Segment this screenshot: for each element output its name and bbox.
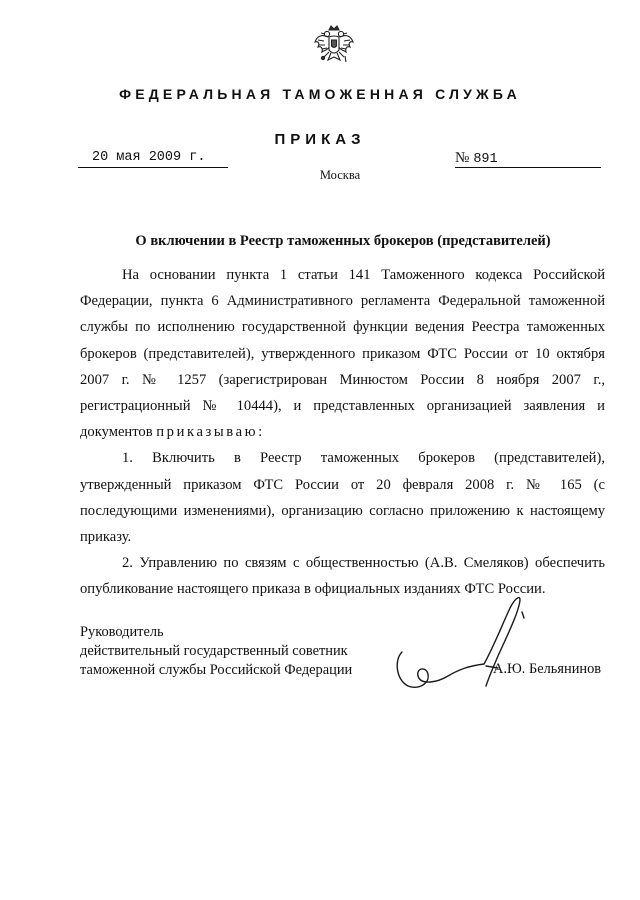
agency-name: ФЕДЕРАЛЬНАЯ ТАМОЖЕННАЯ СЛУЖБА (119, 86, 521, 102)
document-subject: О включении в Реестр таможенных брокеров (представителей) (135, 233, 551, 249)
signatory-title-line-2: действительный государственный советник (80, 643, 348, 659)
coat-of-arms-icon (312, 24, 356, 70)
order-date: 20 мая 2009 г. (78, 150, 228, 168)
signer-name: А.Ю. Бельянинов (493, 661, 602, 677)
paragraph-item-1: 1. Включить в Реестр таможенных брокеров (представителей), утвержденный приказом ФТС России от 20 февраля 2008 г. № 165 (с последующими изменениями), организацию согласно приложению к настоящему приказу. (80, 450, 605, 546)
order-number (455, 150, 601, 168)
signatory-title (80, 623, 352, 680)
order-number-value: 891 (473, 152, 498, 167)
signatory-title-line-1: Руководитель (80, 624, 164, 640)
document-type: ПРИКАЗ (274, 131, 366, 148)
handwritten-signature-icon (388, 590, 538, 700)
signatory-title-line-3: таможенной службы Российской Федерации (80, 662, 353, 678)
paragraph-item-2: 2. Управлению по связям с общественностью (А.В. Смеляков) обеспечить опубликование настоящего приказа в официальных изданиях ФТС России. (80, 555, 605, 598)
issue-city: Москва (319, 168, 361, 182)
paragraph-preamble (80, 262, 605, 445)
document-body (80, 262, 605, 603)
order-verb: приказываю: (156, 424, 265, 441)
number-sign: № (455, 150, 470, 166)
preamble-text: На основании пункта 1 статьи 141 Таможенного кодекса Российской Федерации, пункта 6 Административного регламента Федеральной таможенной службы по исполнению государственной функции ведения Реестра таможенных брокеров (представителей), утвержденного приказом ФТС России от 10 октября 2007 г. № 1257 (зарегистрирован Минюстом России 8 ноября 2007 г., регистрационный № 10444), и представленных организацией заявления и документов (80, 267, 605, 441)
